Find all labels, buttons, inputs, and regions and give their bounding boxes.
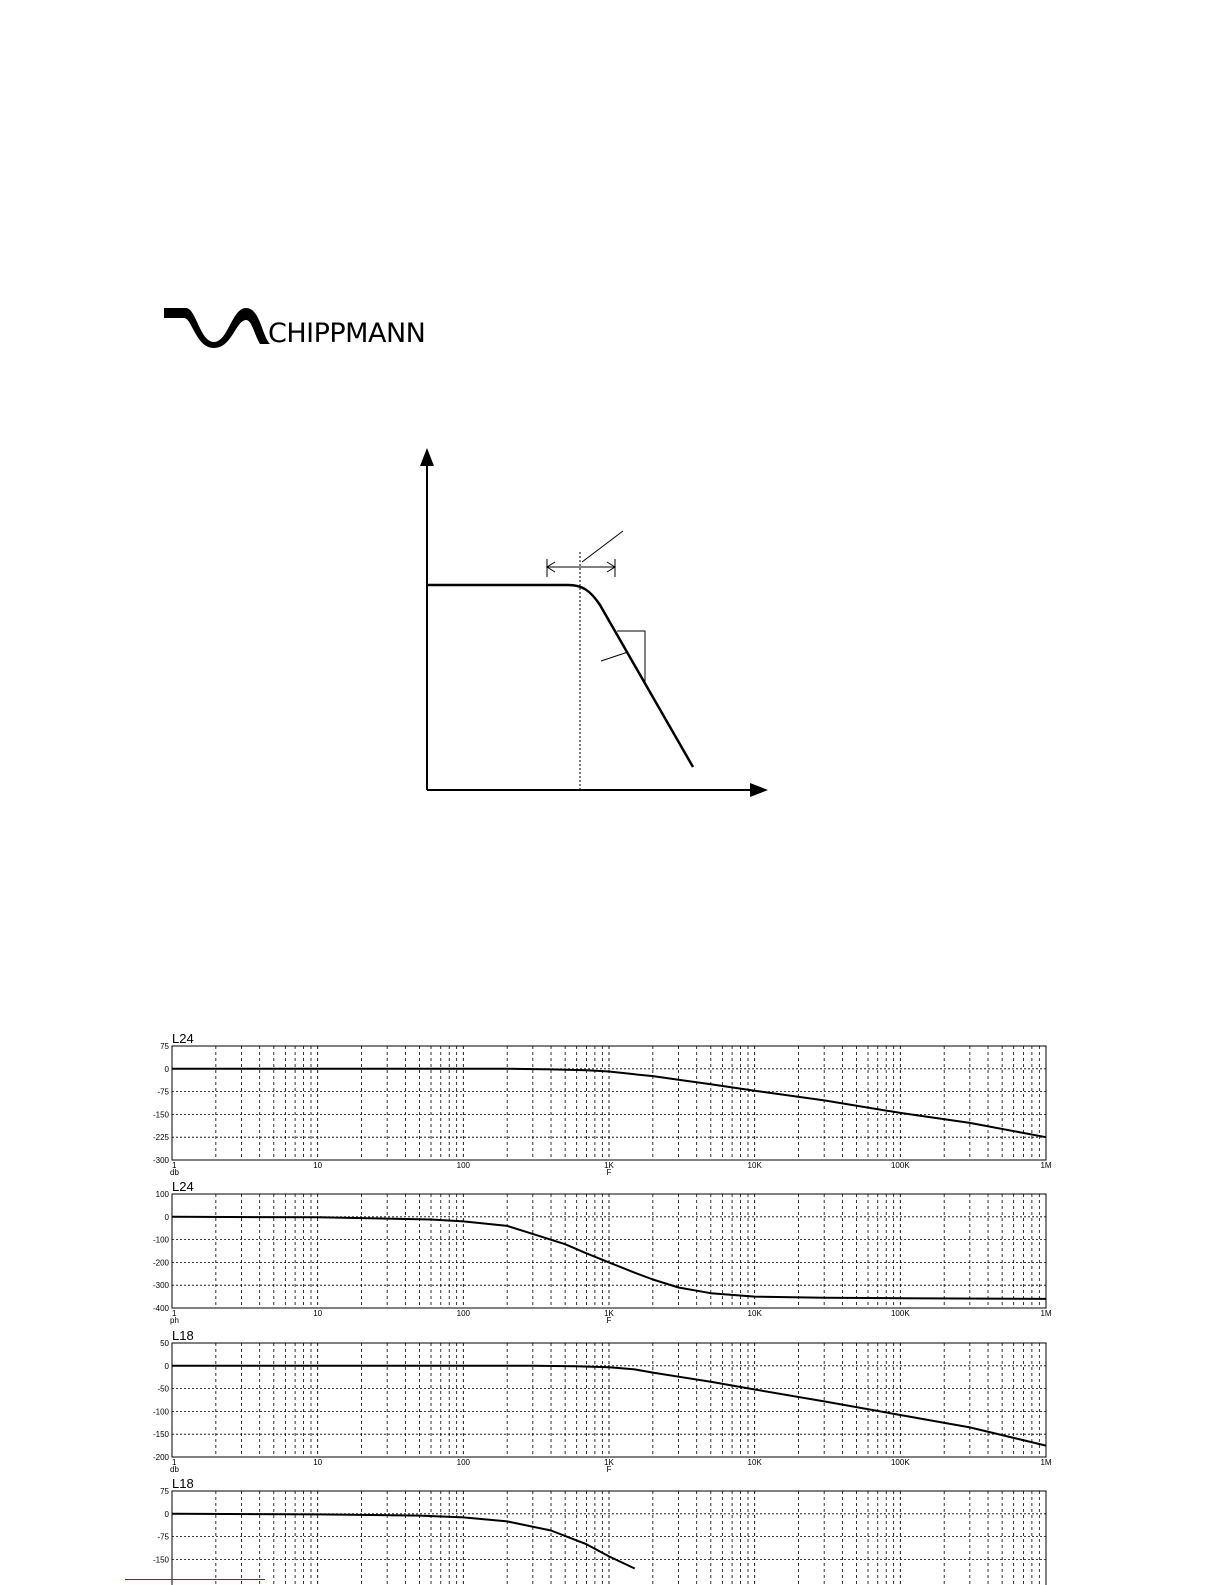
y-axis-label: db <box>170 1465 179 1474</box>
x-tick-label: 100 <box>456 1161 471 1170</box>
plot-l24-magnitude <box>153 1031 1052 1177</box>
x-tick-label: 10 <box>313 1161 323 1170</box>
x-tick-label: 100K <box>890 1309 910 1318</box>
x-tick-label: 1K <box>604 1309 614 1318</box>
x-axis-label: F <box>606 1465 612 1474</box>
y-tick-label: -75 <box>157 1532 169 1542</box>
x-tick-label: 1 <box>172 1458 177 1467</box>
plot-title: L18 <box>172 1476 194 1491</box>
y-tick-label: 100 <box>155 1190 169 1199</box>
plot-l24-phase <box>153 1179 1052 1325</box>
x-tick-label: 100 <box>456 1309 471 1318</box>
y-tick-label: -75 <box>157 1087 169 1097</box>
y-tick-label: -300 <box>152 1281 169 1291</box>
x-tick-label: 10 <box>313 1458 323 1467</box>
y-tick-label: 0 <box>164 1361 169 1371</box>
x-tick-label: 1M <box>1040 1161 1052 1170</box>
x-tick-label: 1 <box>172 1161 177 1170</box>
x-tick-label: 100K <box>890 1161 910 1170</box>
y-axis-label: db <box>170 1168 179 1177</box>
x-tick-label: 1M <box>1040 1309 1052 1318</box>
x-tick-label: 100 <box>456 1458 471 1467</box>
x-tick-label: 1K <box>604 1458 614 1467</box>
x-tick-label: 100K <box>890 1458 910 1467</box>
y-tick-label: -400 <box>152 1304 169 1313</box>
x-tick-label: 10K <box>747 1309 762 1318</box>
y-tick-label: -50 <box>157 1384 169 1394</box>
x-tick-label: 10K <box>747 1458 762 1467</box>
plot-title: L18 <box>172 1328 194 1343</box>
plot-l18-phase <box>153 1476 1046 1585</box>
x-tick-label: 1 <box>172 1309 177 1318</box>
x-axis-label: F <box>606 1316 612 1325</box>
y-tick-label: -225 <box>152 1133 169 1143</box>
plot-l18-magnitude <box>153 1328 1052 1474</box>
x-axis-label: F <box>606 1168 612 1177</box>
y-tick-label: 50 <box>160 1339 169 1348</box>
x-tick-label: 1M <box>1040 1458 1052 1467</box>
y-tick-label: -200 <box>152 1258 169 1268</box>
plot-title: L24 <box>172 1031 194 1046</box>
y-tick-label: -100 <box>152 1235 169 1245</box>
y-tick-label: 0 <box>164 1212 169 1222</box>
y-tick-label: 0 <box>164 1509 169 1519</box>
plot-title: L24 <box>172 1179 194 1194</box>
y-tick-label: -300 <box>152 1156 169 1165</box>
footer-link-underline[interactable] <box>125 1579 265 1580</box>
y-tick-label: -100 <box>152 1407 169 1417</box>
y-tick-label: 75 <box>160 1487 169 1496</box>
y-tick-label: -150 <box>152 1110 169 1120</box>
y-tick-label: -150 <box>152 1555 169 1565</box>
x-tick-label: 10 <box>313 1309 323 1318</box>
x-tick-label: 10K <box>747 1161 762 1170</box>
y-axis-label: ph <box>170 1316 179 1325</box>
y-tick-label: 0 <box>164 1064 169 1074</box>
y-tick-label: 75 <box>160 1042 169 1051</box>
logo-text: CHIPPMANN <box>268 318 426 349</box>
y-tick-label: -200 <box>152 1453 169 1462</box>
x-tick-label: 1K <box>604 1161 614 1170</box>
y-tick-label: -150 <box>152 1430 169 1440</box>
